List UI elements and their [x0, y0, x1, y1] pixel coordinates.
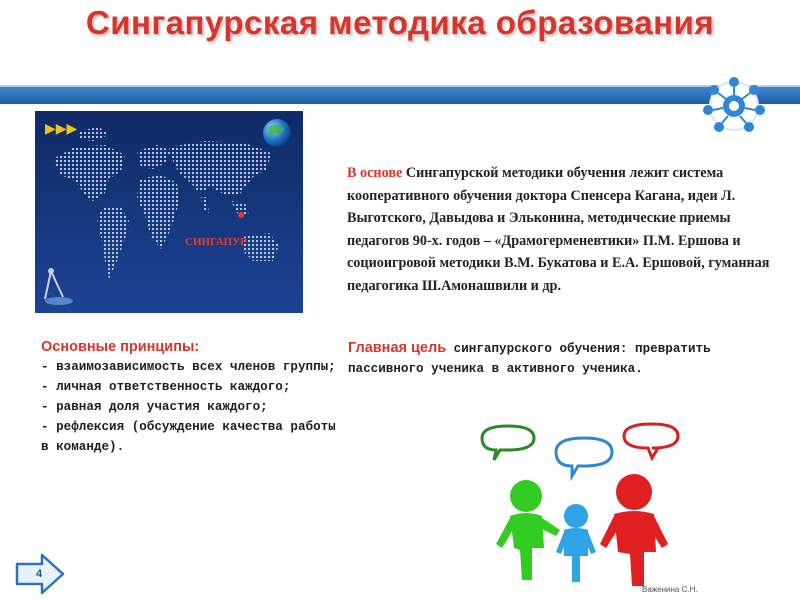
principle-item: - взаимозависимость всех членов группы; — [41, 360, 336, 374]
world-map-image — [35, 111, 303, 313]
principles-heading: Основные принципы: — [41, 339, 200, 355]
intro-lead: В основе — [347, 165, 403, 181]
intro-text: Сингапурской методики обучения лежит система кооперативного обучения доктора Спенсера Кагана, идеи Л. Выготского, Давыдова и Эльконина, методические приемы педагогов 90-х. годов – «Драмогерменевтики» П.М. Ершова и социоигровой методики В.М. Букатова и Е.А. Ершовой, гуманная педагогика Ш.Амонашвили и др. — [347, 165, 770, 294]
header-band — [0, 87, 800, 104]
principle-item: - равная доля участия каждого; — [41, 400, 268, 414]
network-logo-icon — [684, 70, 784, 140]
page-number: 4 — [35, 568, 43, 580]
goal-lead: Главная цель — [348, 340, 447, 356]
author-credit: Важенина С.Н. — [642, 585, 698, 594]
map-arrows: ▶▶▶ — [45, 121, 78, 137]
discussion-people-image — [468, 420, 688, 590]
slide-title: Сингапурская методика образования — [85, 4, 715, 41]
map-label-singapore: СИНГАПУР — [185, 236, 247, 248]
principles-block — [41, 337, 341, 457]
intro-paragraph — [347, 162, 792, 297]
speech-bubble-icon — [482, 424, 678, 476]
principle-item: - личная ответственность каждого; — [41, 380, 291, 394]
principle-item: - рефлексия (обсуждение качества работы в команде). — [41, 420, 336, 454]
goal-block — [348, 338, 728, 379]
goal-text: сингапурского обучения: превратить пассивного ученика в активного ученика. — [348, 342, 711, 376]
